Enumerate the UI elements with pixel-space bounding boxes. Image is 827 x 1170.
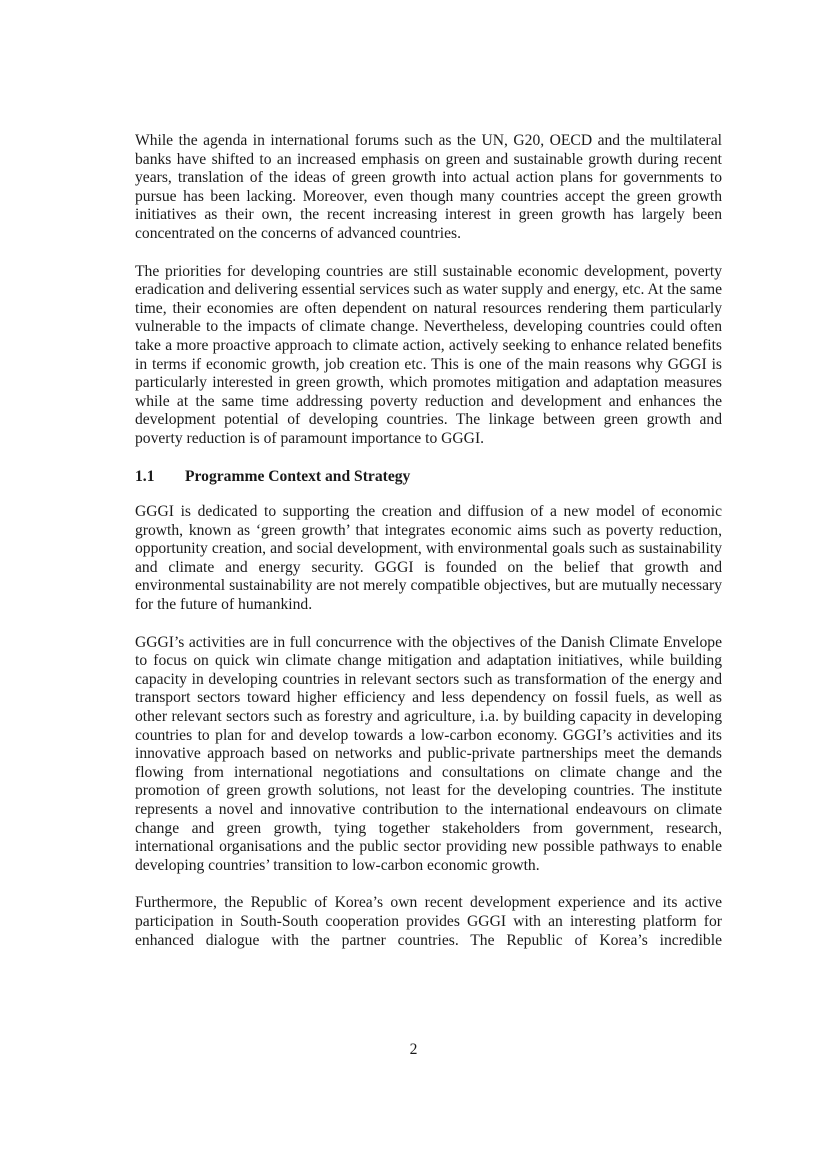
paragraph-green-agenda: While the agenda in international forums such as the UN, G20, OECD and the multilateral banks have shifted to an increased emphasis on green and sustainable growth during recent years, translation of the ideas of green growth into actual action plans for governments to pursue has been lacking. Moreover, even though many countries accept the green growth initiatives as their own, the recent increasing interest in green growth has largely been concentrated on the concerns of advanced countries. bbox=[135, 132, 722, 242]
section-title: Programme Context and Strategy bbox=[185, 467, 411, 485]
paragraph-developing-priorities: The priorities for developing countries are still sustainable economic development, poverty eradication and delivering essential services such as water supply and energy, etc. At the same time, their economies are often dependent on natural resources rendering them particularly vulnerable to the impacts of climate change. Nevertheless, developing countries could often take a more proactive approach to climate action, actively seeking to enhance related benefits in terms if economic growth, job creation etc. This is one of the main reasons why GGGI is particularly interested in green growth, which promotes mitigation and adaptation measures while at the same time addressing poverty reduction and development and enhances the development potential of developing countries. The linkage between green growth and poverty reduction is of paramount importance to GGGI. bbox=[135, 262, 722, 447]
paragraph-gggi-activities: GGGI’s activities are in full concurrence with the objectives of the Danish Climate Envelope to focus on quick win climate change mitigation and adaptation initiatives, while building capacity in developing countries in relevant sectors such as transformation of the energy and transport sectors toward higher efficiency and less dependency on fossil fuels, as well as other relevant sectors such as forestry and agriculture, i.a. by building capacity in developing countries to plan for and develop towards a low-carbon economy. GGGI’s activities and its innovative approach based on networks and public-private partnerships meet the demands flowing from international negotiations and consultations on climate change and the promotion of green growth solutions, not least for the developing countries. The institute represents a novel and innovative contribution to the international endeavours on climate change and green growth, tying together stakeholders from government, research, international organisations and the public sector providing new possible pathways to enable developing countries’ transition to low-carbon economic growth. bbox=[135, 633, 722, 874]
paragraph-gggi-dedication: GGGI is dedicated to supporting the creation and diffusion of a new model of economic growth, known as ‘green growth’ that integrates economic aims such as poverty reduction, opportunity creation, and social development, with environmental goals such as sustainability and climate and energy security. GGGI is founded on the belief that growth and environmental sustainability are not merely compatible objectives, but are mutually necessary for the future of humankind. bbox=[135, 503, 722, 614]
page-number: 2 bbox=[409, 1041, 418, 1058]
section-number: 1.1 bbox=[135, 467, 155, 485]
section-heading bbox=[135, 468, 722, 487]
paragraph-korea-experience: Furthermore, the Republic of Korea’s own recent development experience and its active participation in South-South cooperation provides GGGI with an interesting platform for enhanced dialogue with the partner countries. The Republic of Korea’s incredible bbox=[135, 894, 722, 949]
page-body bbox=[135, 132, 722, 969]
